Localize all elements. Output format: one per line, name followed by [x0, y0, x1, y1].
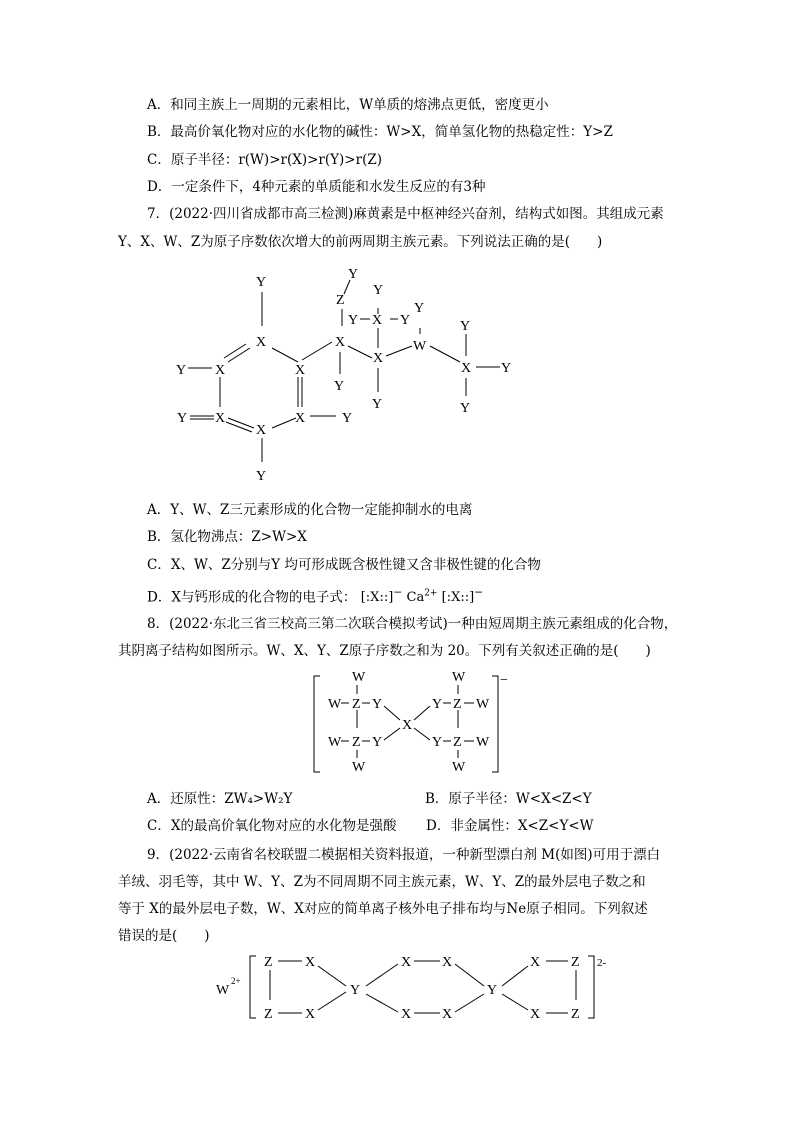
q6-option-a: A．和同主族上一周期的元素相比，W单质的熔沸点更低，密度更小	[147, 97, 549, 113]
atom-z-label: Z	[352, 735, 361, 750]
q9-stem-line1: 9．(2022·云南省名校联盟二模据相关资料报道，一种新型漂白剂 M(如图)可用于漂白	[147, 847, 661, 863]
atom-y-label: Y	[372, 735, 383, 750]
atom-w-label: W	[452, 670, 466, 685]
q6-option-b: B．最高价氧化物对应的水化物的碱性：W>X，简单氢化物的热稳定性：Y>Z	[147, 124, 613, 140]
atom-y-label: Y	[432, 735, 443, 750]
atom-x-label: X	[442, 1007, 453, 1022]
atom-w-label: W	[476, 735, 490, 750]
q8-stem-line2: 其阴离子结构如图所示。W、X、Y、Z原子序数之和为 20。下列有关叙述正确的是( )	[118, 643, 651, 659]
q7-option-b: B．氢化物沸点：Z>W>X	[147, 529, 307, 545]
q7-stem-line2: Y、X、W、Z为原子序数依次增大的前两周期主族元素。下列说法正确的是( )	[118, 234, 603, 250]
atom-x-label: X	[461, 361, 472, 376]
atom-x-label: X	[295, 411, 306, 426]
q9-stem-line3: 等于 X的最外层电子数，W、X对应的简单离子核外电子排布均与Ne原子相同。下列叙述	[118, 901, 648, 917]
atom-z-label: Z	[336, 293, 345, 308]
q8-anion-diagram	[0, 668, 794, 778]
atom-w-label: W	[328, 697, 342, 712]
q7-option-a: A．Y、W、Z三元素形成的化合物一定能抑制水的电离	[147, 502, 473, 518]
atom-y-label: Y	[334, 379, 345, 394]
atom-x-label: X	[530, 1007, 541, 1022]
q7-option-d	[147, 583, 483, 608]
atom-z-label: Z	[264, 955, 273, 970]
atom-z-label: Z	[264, 1007, 273, 1022]
atom-w-label: W	[413, 339, 427, 354]
atom-y-label: Y	[432, 697, 443, 712]
atom-x-label: X	[295, 363, 306, 378]
atom-x-label: X	[402, 718, 413, 733]
atom-z-label: Z	[453, 735, 462, 750]
atom-x-label: X	[373, 351, 384, 366]
q8-option-b: B．原子半径：W<X<Z<Y	[425, 791, 592, 807]
atom-w-label: W	[328, 735, 342, 750]
q6-option-d: D．一定条件下，4种元素的单质能和水发生反应的有3种	[147, 179, 486, 195]
atom-y-label: Y	[350, 983, 361, 998]
atom-y-label: Y	[373, 283, 384, 298]
atom-y-label: Y	[487, 983, 498, 998]
atom-y: Y	[256, 275, 267, 290]
q8-stem-line1: 8．(2022·东北三省三校高三第二次联合模拟考试)一种由短周期主族元素组成的化合物，	[147, 616, 678, 632]
q8-option-a: A．还原性：ZW₄>W₂Y	[147, 791, 293, 807]
atom-y-label: Y	[372, 697, 383, 712]
atom-y-label: Y	[460, 401, 471, 416]
atom-w-label: W	[352, 760, 366, 775]
q9-stem-line4: 错误的是( )	[118, 928, 210, 944]
atom-y-label: Y	[177, 411, 188, 426]
atom-x-label: X	[215, 363, 226, 378]
atom-y-label: Y	[348, 313, 359, 328]
q6-option-c: C．原子半径：r(W)>r(X)>r(Y)>r(Z)	[147, 152, 382, 168]
atom-w-label: W	[476, 697, 490, 712]
atom-y-label: Y	[348, 267, 359, 282]
q7-option-d-text: D．X与钙形成的化合物的电子式：	[147, 589, 357, 606]
atom-y-label: Y	[176, 363, 187, 378]
atom-w-label: W	[352, 670, 366, 685]
cation-label: W	[216, 983, 230, 998]
atom-z-label: Z	[352, 697, 361, 712]
anion-charge-label: 2-	[597, 957, 607, 969]
q8-option-d: D．非金属性：X<Z<Y<W	[426, 818, 594, 834]
q7-option-c: C．X、W、Z分别与Y 均可形成既含极性键又含非极性键的化合物	[147, 557, 541, 573]
atom-y-label: Y	[372, 397, 383, 412]
atom-y-label: Y	[256, 469, 267, 484]
atom-x-label: X	[372, 313, 383, 328]
atom-x-label: X	[335, 335, 346, 350]
atom-z-label: Z	[453, 697, 462, 712]
q9-stem-line2: 羊绒、羽毛等，其中 W、Y、Z为不同周期不同主族元素，W、Y、Z的最外层电子数之和	[118, 874, 646, 890]
q7-stem-line1: 7．(2022·四川省成都市高三检测)麻黄素是中枢神经兴奋剂，结构式如图。其组成元素	[147, 206, 664, 222]
atom-x-label: X	[305, 955, 316, 970]
atom-x-label: X	[401, 1007, 412, 1022]
atom-x-label: X	[256, 335, 267, 350]
atom-w-label: W	[452, 760, 466, 775]
atom-y-label: Y	[501, 361, 512, 376]
atom-y-label: Y	[342, 411, 353, 426]
q9-structure-diagram	[0, 948, 794, 1028]
atom-x-label: X	[530, 955, 541, 970]
atom-z-label: Z	[571, 1007, 580, 1022]
atom-x-label: X	[215, 411, 226, 426]
atom-y-label: Y	[460, 319, 471, 334]
q8-option-c: C．X的最高价氧化物对应的水化物是强酸	[147, 818, 397, 834]
electron-formula: [:X::]− $Ca^{2+}$ [:X::]−	[360, 586, 484, 606]
atom-x-label: X	[256, 423, 267, 438]
q7-structure-diagram	[0, 262, 794, 492]
atom-x-label: X	[401, 955, 412, 970]
atom-y-label: Y	[400, 313, 411, 328]
atom-x-label: X	[305, 1007, 316, 1022]
atom-x-label: X	[442, 955, 453, 970]
anion-charge-label: −	[500, 673, 508, 688]
atom-z-label: Z	[571, 955, 580, 970]
atom-y-label: Y	[414, 301, 425, 316]
cation-charge-label: 2+	[231, 976, 241, 986]
